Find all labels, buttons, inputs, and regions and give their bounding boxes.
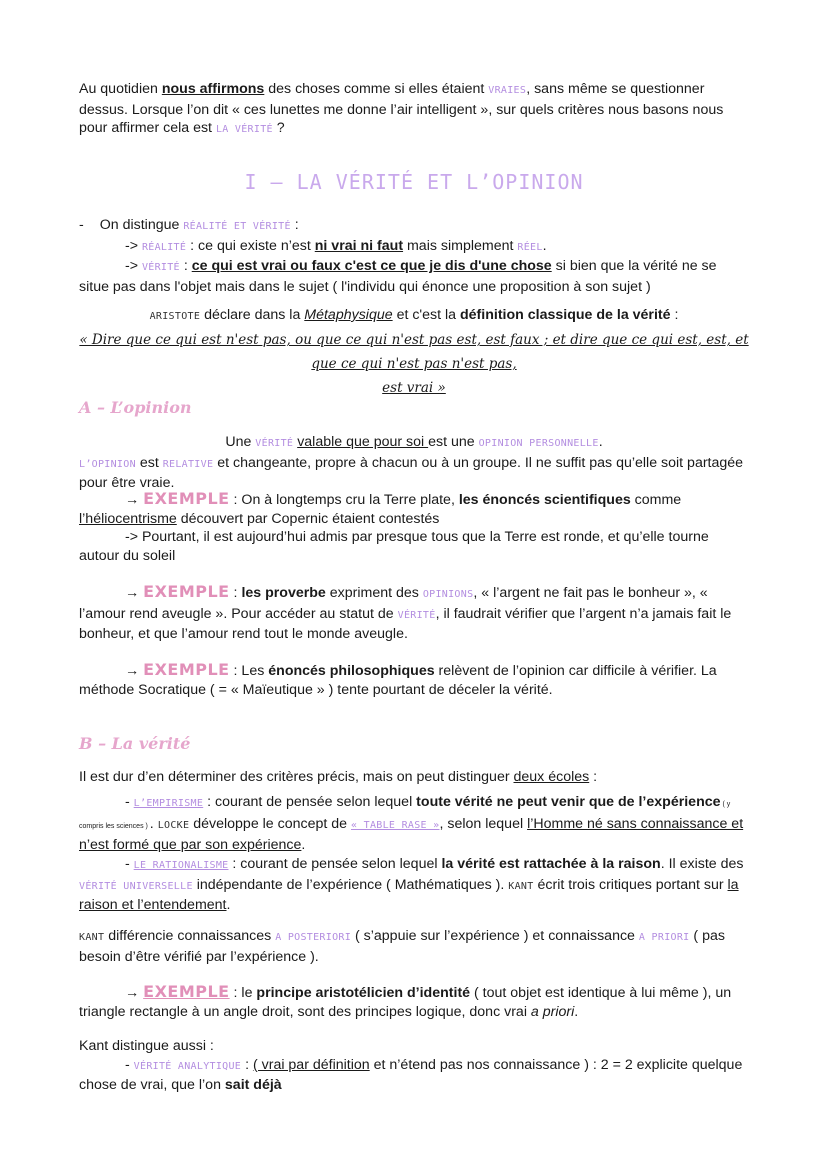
rationalisme-paragraph: - LE RATIONALISME : courant de pensée selon lequel la vérité est rattachée à la raison. Il existe des VÉRITÉ UNIVERSELLE indépendante de l’expérience ( Mathématiques ). KANT écrit trois critiques portant sur la raison et l’entendement. <box>79 856 744 913</box>
intro-paragraph: Au quotidien nous affirmons des choses comme si elles étaient VRAIES, sans même se questionner dessus. Lorsque l’on dit « ces lunettes me donne l’air intelligent », sur quels critères nous basons nous pour affirmer cela est LA VÉRITÉ ? <box>79 81 724 136</box>
aristote-quote: « Dire que ce qui est n'est pas, ou que ce qui n'est pas est, est faux ; et dire que ce qui est, est, et que ce qui n'est pas n'est pas, est vrai » <box>79 332 749 396</box>
heading-opinion: A – L’opinion <box>79 398 192 417</box>
example-4: → EXEMPLE : le principe aristotélicien d’identité ( tout objet est identique à lui même ), un triangle rectangle à un angle droit, sont des principes logique, donc vrai a priori. <box>79 982 732 1020</box>
example-2: → EXEMPLE : les proverbe expriment des OPINIONS, « l’argent ne fait pas le bonheur », « l’amour rend aveugle ». Pour accéder au statut de VÉRITÉ, il faudrait vérifier que l’argent n’a jamais fait le bonheur, et que l’amour rend tout le monde aveugle. <box>79 582 732 642</box>
example-1: → EXEMPLE : On à longtemps cru la Terre plate, les énoncés scientifiques comme l’héliocentrisme découvert par Copernic étaient contestés -> Pourtant, il est aujourd’hui admis par presque tous que la Terre est ronde, et qu’elle tourne autour du soleil <box>79 489 709 564</box>
example-label: EXEMPLE <box>143 982 230 1001</box>
section-title: I — LA VÉRITÉ ET L’OPINION <box>244 170 584 194</box>
kant-paragraph: KANT différencie connaissances A POSTERIORI ( s’appuie sur l’expérience ) et connaissance A PRIORI ( pas besoin d’être vérifié par l’expérience ). <box>79 928 725 965</box>
example-3: → EXEMPLE : Les énoncés philosophiques relèvent de l’opinion car difficile à vérifier. La méthode Socratique ( = « Maïeutique » ) tente pourtant de déceler la vérité. <box>79 660 717 698</box>
heading-verite: B – La vérité <box>79 734 191 753</box>
example-label: EXEMPLE <box>143 582 230 601</box>
schools-intro: Il est dur d’en déterminer des critères précis, mais on peut distinguer deux écoles : <box>79 769 598 785</box>
example-label: EXEMPLE <box>143 660 230 679</box>
aristote-line: ARISTOTE déclare dans la Métaphysique et c'est la définition classique de la vérité : <box>149 307 679 323</box>
distinguish-paragraph: - On distingue RÉALITÉ ET VÉRITÉ : -> RÉALITÉ : ce qui existe n’est ni vrai ni faut mais simplement RÉEL. -> VÉRITÉ : ce qui est vrai ou faux c'est ce que je dis d'une chose si bien que la vérité ne se situe pas dans l'objet mais dans le sujet ( l'individu qui énonce une proposition à son sujet ) <box>79 217 717 295</box>
empirisme-paragraph: - L’EMPIRISME : courant de pensée selon lequel toute vérité ne peut venir que de l’expérience ( y compris les sciences ) . LOCKE développe le concept de « TABLE RASE », selon lequel l’Homme né sans connaissance et n’est formé que par son expérience. <box>79 794 744 853</box>
opinion-definition: Une VÉRITÉ valable que pour soi est une OPINION PERSONNELLE. L’OPINION est RELATIVE et changeante, propre à chacun ou à un groupe. Il ne suffit pas qu’elle soit partagée pour être vraie. <box>79 434 744 491</box>
kant-distingue: Kant distingue aussi : - VÉRITÉ ANALYTIQUE : ( vrai par définition et n’étend pas nos connaissance ) : 2 = 2 explicite quelque chose de vrai, que l’on sait déjà <box>79 1038 743 1093</box>
example-label: EXEMPLE <box>143 489 230 508</box>
